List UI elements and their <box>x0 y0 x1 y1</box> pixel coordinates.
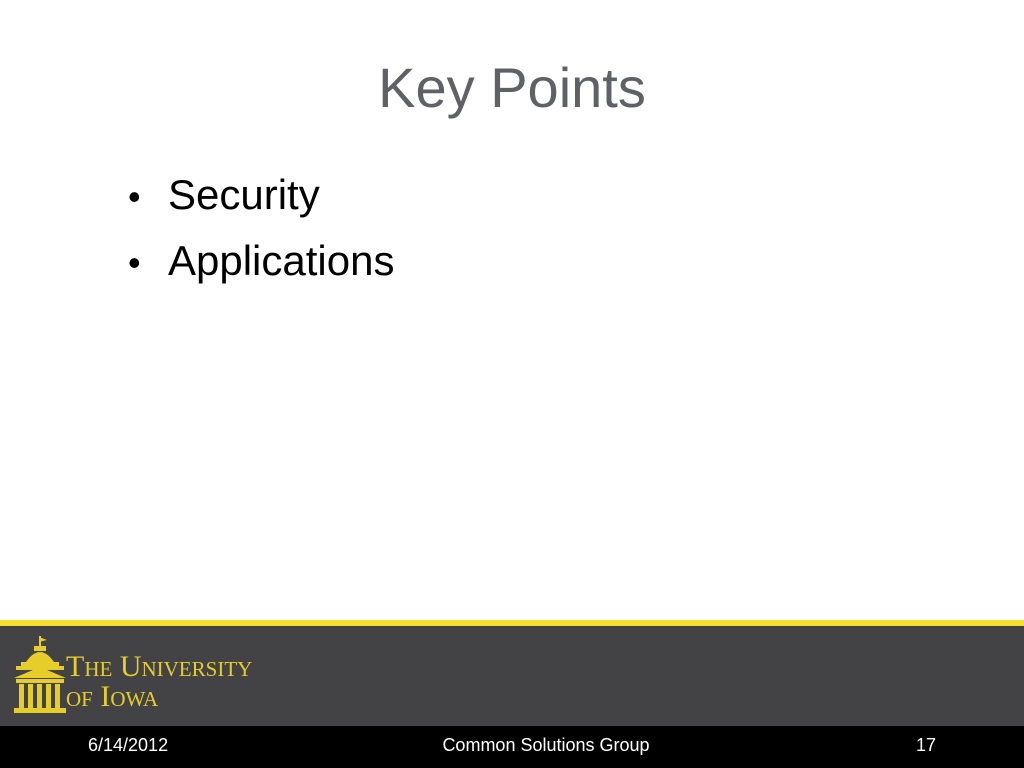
university-wordmark <box>66 648 316 712</box>
bullet-marker: • <box>128 176 141 217</box>
bullet-marker: • <box>128 242 141 283</box>
bullet-text: Security <box>168 171 320 218</box>
bullet-item-applications <box>128 229 394 295</box>
footer-organization: Common Solutions Group <box>442 735 650 755</box>
bullet-text: Applications <box>168 237 395 284</box>
slide-number: 17 <box>915 735 936 755</box>
university-brand-band <box>0 626 1024 726</box>
wordmark-line-1: The University <box>66 650 253 683</box>
wordmark-line-2: of Iowa <box>66 680 159 712</box>
bullet-item-security <box>128 163 394 229</box>
slide-title: Key Points <box>378 56 646 119</box>
bullet-list <box>128 163 394 295</box>
footer-bar <box>0 726 1024 768</box>
footer-date: 6/14/2012 <box>88 735 169 755</box>
old-capitol-dome-icon <box>14 636 66 713</box>
